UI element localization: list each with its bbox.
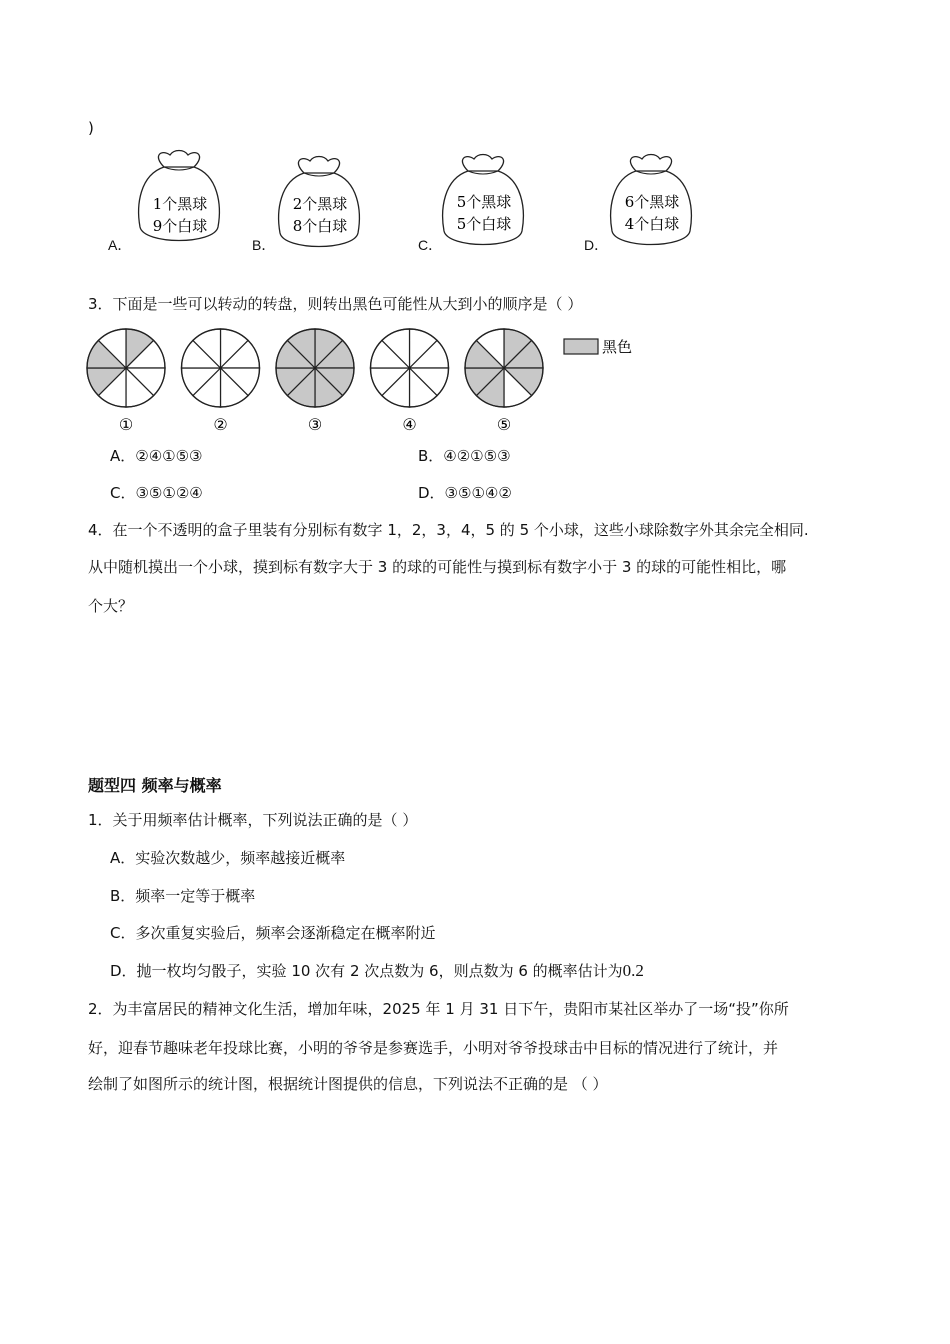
s4-q1-option-d[interactable] — [110, 961, 644, 981]
s4-question-1-text: 1．关于用频率估计概率，下列说法正确的是（ ） — [88, 811, 418, 829]
q3-option-c[interactable]: C．③⑤①②④ — [110, 484, 203, 502]
spinner-1 — [87, 329, 165, 434]
bag-line2: 8个白球 — [292, 217, 348, 235]
s4-question-2-line1: 2．为丰富居民的精神文化生活，增加年味，2025 年 1 月 31 日下午，贵阳市某社区举办了一场“投”你所 — [88, 1000, 789, 1018]
q3-option-a[interactable]: A．②④①⑤③ — [110, 447, 203, 465]
bag-line1: 1个黑球 — [152, 195, 208, 213]
spinner-4 — [371, 329, 449, 434]
spinner-label: ④ — [402, 415, 417, 434]
s4-q1-option-a[interactable]: A．实验次数越少，频率越接近概率 — [110, 849, 346, 867]
question-2-tail: ) — [88, 119, 94, 137]
spinner-label: ⑤ — [496, 415, 512, 434]
spinners-figure — [80, 320, 660, 435]
spinner-2 — [182, 329, 260, 434]
q3-option-d[interactable]: D．③⑤①④② — [418, 484, 512, 502]
spinner-label: ③ — [307, 415, 323, 434]
spinner-3 — [276, 329, 354, 434]
option-label: B． — [252, 237, 276, 253]
bag-line1: 5个黑球 — [456, 193, 512, 211]
question-3-text: 3．下面是一些可以转动的转盘，则转出黑色可能性从大到小的顺序是（ ） — [88, 295, 583, 313]
bag-line1: 2个黑球 — [292, 195, 348, 213]
option-label: A． — [108, 237, 132, 253]
option-label: D． — [584, 237, 609, 253]
legend-label: 黑色 — [602, 338, 633, 356]
s4-q1-option-c[interactable]: C．多次重复实验后，频率会逐渐稳定在概率附近 — [110, 924, 436, 942]
option-label: C． — [418, 237, 443, 253]
legend-swatch — [564, 339, 598, 354]
question-4-line2: 从中随机摸出一个小球，摸到标有数字大于 3 的球的可能性与摸到标有数字小于 3 的球的可能性相比，哪 — [88, 558, 787, 576]
bag-icon — [606, 149, 696, 254]
bag-icon — [274, 151, 364, 256]
bag-line1: 6个黑球 — [624, 193, 680, 211]
section-title: 题型四 频率与概率 — [88, 776, 222, 795]
bag-icon — [438, 149, 528, 254]
bag-line2: 5个白球 — [456, 215, 512, 233]
question-4-line3: 个大？ — [88, 597, 134, 615]
bag-line2: 4个白球 — [624, 215, 680, 233]
s4-question-2-line3: 绘制了如图所示的统计图，根据统计图提供的信息，下列说法不正确的是 （ ） — [88, 1075, 608, 1093]
s4-q1-option-d-text: D．抛一枚均匀骰子，实验 10 次有 2 次点数为 6，则点数为 6 的概率估计为 — [110, 962, 623, 980]
q3-option-b[interactable]: B．④②①⑤③ — [418, 447, 511, 465]
bag-icon — [134, 145, 224, 250]
spinner-label: ① — [118, 415, 134, 434]
s4-q1-option-b[interactable]: B．频率一定等于概率 — [110, 887, 256, 905]
s4-question-2-line2: 好，迎春节趣味老年投球比赛，小明的爷爷是参赛选手，小明对爷爷投球击中目标的情况进行了统计，并 — [88, 1039, 779, 1057]
bag-line2: 9个白球 — [152, 217, 208, 235]
s4-q1-option-d-value: 0.2 — [622, 961, 644, 980]
spinner-5 — [465, 329, 543, 434]
question-4-line1: 4．在一个不透明的盒子里装有分别标有数字 1，2，3，4，5 的 5 个小球，这些小球除数字外其余完全相同. — [88, 521, 809, 539]
spinner-label: ② — [213, 415, 228, 434]
